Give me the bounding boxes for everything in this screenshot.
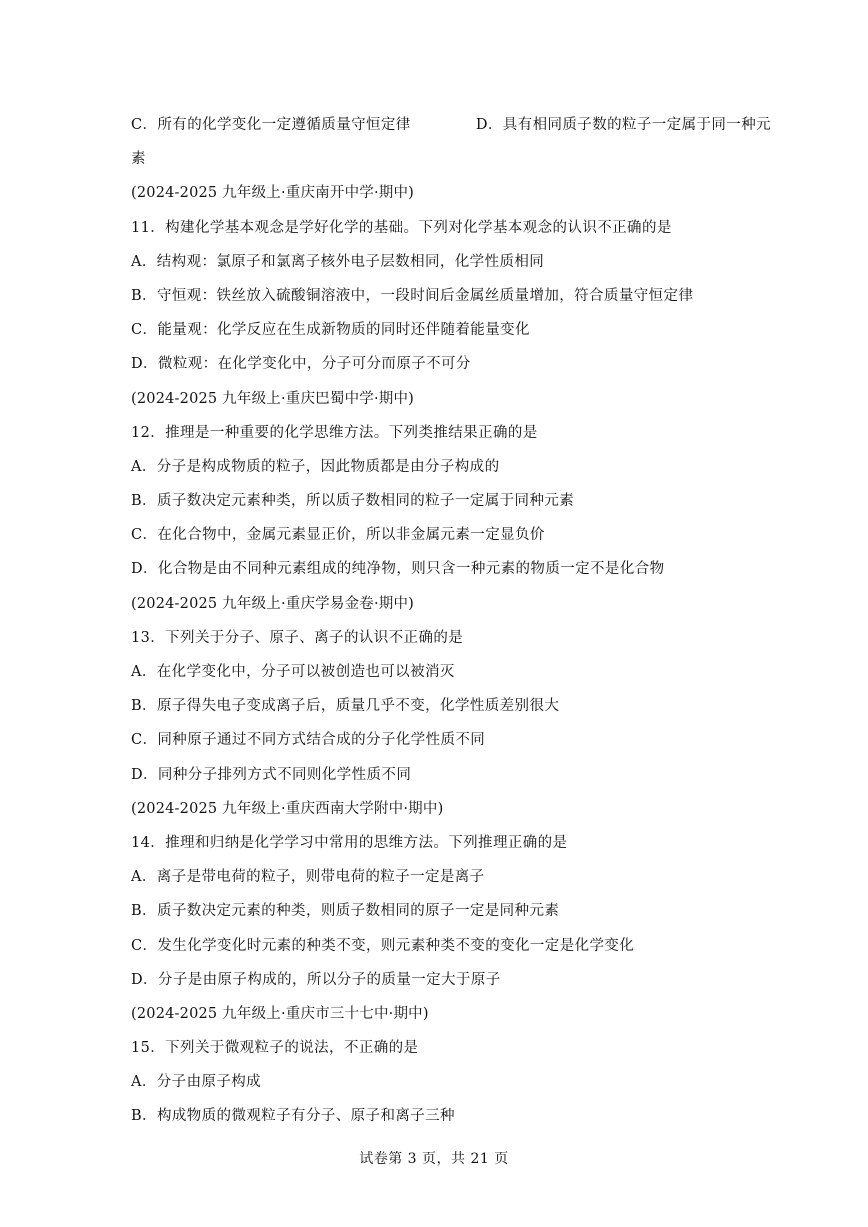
- option-b: B．原子得失电子变成离子后，质量几乎不变，化学性质差别很大: [131, 698, 560, 715]
- question-source: (2024-2025 九年级上·重庆西南大学附中·期中): [131, 800, 444, 817]
- question-source: (2024-2025 九年级上·重庆巴蜀中学·期中): [131, 390, 415, 407]
- option-a: A．离子是带电荷的粒子，则带电荷的粒子一定是离子: [131, 869, 485, 886]
- option-a: A．分子是构成物质的粒子，因此物质都是由分子构成的: [131, 458, 500, 475]
- option-c: C．在化合物中，金属元素显正价，所以非金属元素一定显负价: [131, 527, 545, 544]
- question-stem: 14．推理和归纳是化学学习中常用的思维方法。下列推理正确的是: [131, 834, 568, 851]
- question-source: (2024-2025 九年级上·重庆学易金卷·期中): [131, 595, 415, 612]
- question-stem: 13．下列关于分子、原子、离子的认识不正确的是: [131, 629, 464, 646]
- option-b: B．构成物质的微观粒子有分子、原子和离子三种: [131, 1108, 455, 1125]
- prev-question-options-cd: [131, 108, 771, 142]
- option-d-wrap: 素: [131, 151, 146, 168]
- option-d: D．分子是由原子构成的，所以分子的质量一定大于原子: [131, 971, 501, 988]
- question-source: (2024-2025 九年级上·重庆市三十七中·期中): [131, 1005, 429, 1022]
- option-a: A．在化学变化中，分子可以被创造也可以被消灭: [131, 664, 455, 680]
- question-source: (2024-2025 九年级上·重庆南开中学·期中): [131, 185, 415, 202]
- option-d: D．微粒观：在化学变化中，分子可分而原子不可分: [131, 356, 471, 373]
- option-c: C．同种原子通过不同方式结合成的分子化学性质不同: [131, 732, 486, 749]
- page-content: [131, 108, 771, 1134]
- option-a: A．结构观：氯原子和氯离子核外电子层数相同，化学性质相同: [131, 253, 545, 270]
- option-a: A．分子由原子构成: [131, 1074, 262, 1091]
- option-d: D．具有相同质子数的粒子一定属于同一种元: [475, 117, 771, 133]
- option-b: B．质子数决定元素种类，所以质子数相同的粒子一定属于同种元素: [131, 493, 575, 510]
- option-c: C．能量观：化学反应在生成新物质的同时还伴随着能量变化: [131, 322, 530, 339]
- option-d: D．化合物是由不同种元素组成的纯净物，则只含一种元素的物质一定不是化合物: [131, 561, 665, 578]
- option-b: B．质子数决定元素的种类，则质子数相同的原子一定是同种元素: [131, 903, 560, 920]
- question-stem: 12．推理是一种重要的化学思维方法。下列类推结果正确的是: [131, 424, 538, 441]
- question-stem: 15．下列关于微观粒子的说法，不正确的是: [131, 1040, 419, 1057]
- option-c: C．所有的化学变化一定遵循质量守恒定律: [131, 117, 411, 133]
- option-d: D．同种分子排列方式不同则化学性质不同: [131, 766, 412, 783]
- question-stem: 11．构建化学基本观念是学好化学的基础。下列对化学基本观念的认识不正确的是: [131, 219, 672, 236]
- option-b: B．守恒观：铁丝放入硫酸铜溶液中，一段时间后金属丝质量增加，符合质量守恒定律: [131, 287, 694, 304]
- page-footer: 试卷第 3 页，共 21 页: [359, 1151, 509, 1167]
- option-c: C．发生化学变化时元素的种类不变，则元素种类不变的变化一定是化学变化: [131, 937, 635, 954]
